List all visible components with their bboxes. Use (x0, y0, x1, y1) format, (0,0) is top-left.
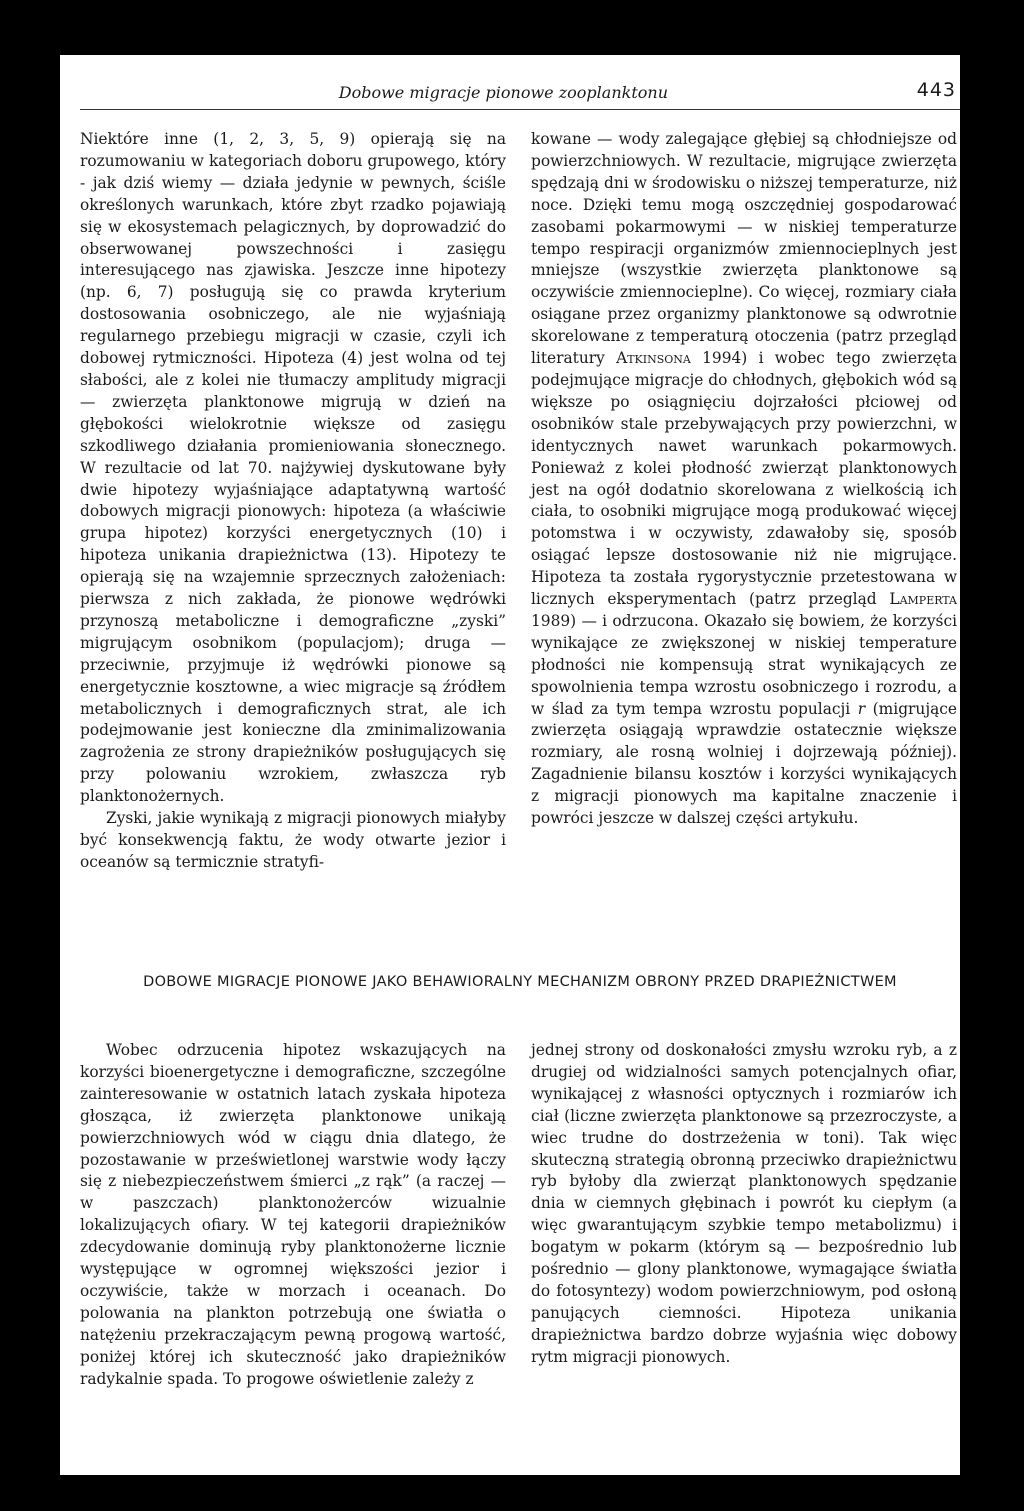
column-3 (80, 1040, 506, 1391)
text-run: 1994) i wobec tego zwierzęta podejmujące migracje do chłodnych, głębokich wód są większe po osiągnięciu dojrzałości płciowej od osobników stale przebywających przy powierzchni, w identycznych nawet warunkach pokarmowych. Ponieważ z kolei płodność zwierząt planktonowych jest na ogół dodatnio skorelowana z wielkością ich ciała, to osobniki migrujące mogą produkować więcej potomstwa i w oczywisty, zdawałoby się, sposób osiągać lepsze dostosowanie niż nie migrujące. Hipoteza ta została rygorystycznie przetestowana w licznych eksperymentach (patrz przegląd (531, 349, 957, 609)
column-2 (531, 129, 957, 830)
author-citation: Lamperta (889, 590, 957, 609)
paragraph: jednej strony od doskonałości zmysłu wzroku ryb, a z drugiej od widzialności samych potencjalnych ofiar, wynikającej z własności optycznych i rozmiarów ich ciał (liczne zwierzęta planktonowe są przezroczyste, a wiec trudne do dostrzeżenia w toni). Tak więc skuteczną strategią obronną przeciwko drapieżnictwu ryb byłoby dla zwierząt planktonowych spędzanie dnia w ciemnych głębinach i powrót ku ciepłym (a więc gwarantującym szybkie tempo metabolizmu) i bogatym w pokarm (którym są — bezpośrednio lub pośrednio — glony planktonowe, wymagające światła do fotosyntezy) wodom powierzchniowym, pod osłoną panujących ciemności. Hipoteza unikania drapieżnictwa bardzo dobrze wyjaśnia więc dobowy rytm migracji pionowych. (531, 1041, 957, 1366)
text-run: 1989) — i odrzucona. Okazało się bowiem, że korzyści wynikające ze zwiększonej w niskiej temperature płodności nie kompensują strat wynikających ze spowolnienia tempa wzrostu osobniczego i rozrodu, a w ślad za tym tempa wzrostu populacji (531, 611, 957, 718)
column-4 (531, 1040, 957, 1369)
text-run: (migrujące zwierzęta osiągają wprawdzie ostatecznie większe rozmiary, ale rosną wolniej i dojrzewają później). Zagadnienie bilansu kosztów i korzyści wynikających z migracji pionowych ma kapitalne znaczenie i powróci jeszcze w dalszej części artykułu. (531, 699, 957, 828)
running-title: Dobowe migracje pionowe zooplanktonu (338, 83, 668, 102)
text-run: kowane — wody zalegające głębiej są chłodniejsze od powierzchniowych. W rezultacie, migrujące zwierzęta spędzają dni w środowisku o niższej temperaturze, niż noce. Dzięki temu mogą oszczędniej gospodarować zasobami pokarmowymi — w niskiej temperaturze tempo respiracji organizmów zmiennocieplnych jest mniejsze (wszystkie zwierzęta planktonowe są oczywiście zmiennocieplne). Co więcej, rozmiary ciała osiągane przez organizmy planktonowe są odwrotnie skorelowane z temperaturą otoczenia (patrz przegląd literatury (531, 130, 957, 368)
section-heading: DOBOWE MIGRACJE PIONOWE JAKO BEHAWIORALNY MECHANIZM OBRONY PRZED DRAPIEŻNICTWEM (143, 974, 897, 990)
running-header (80, 81, 960, 110)
paragraph (531, 129, 957, 830)
variable-r: r (857, 699, 866, 718)
column-1 (80, 129, 506, 874)
journal-page (60, 55, 960, 1475)
author-citation: Atkinsona (616, 349, 691, 368)
page-number: 443 (916, 79, 956, 101)
paragraph: Zyski, jakie wynikają z migracji pionowych miałyby być konsekwencją faktu, że wody otwarte jezior i oceanów są termicznie stratyfi- (80, 809, 506, 871)
paragraph: Wobec odrzucenia hipotez wskazujących na korzyści bioenergetyczne i demograficzne, szczególne zainteresowanie w ostatnich latach zyskała hipoteza głosząca, iż zwierzęta planktonowe unikają powierzchniowych wód w ciągu dnia dlatego, że pozostawanie w prześwietlonej warstwie wody łączy się z niebezpieczeństwem śmierci „z rąk” (a raczej — w paszczach) planktonożerców wizualnie lokalizujących ofiary. W tej kategorii drapieżników zdecydowanie dominują ryby planktonożerne licznie występujące w ogromnej większości jezior i oczywiście, także w morzach i oceanach. Do polowania na plankton potrzebują one światła o natężeniu przekraczającym pewną progową wartość, poniżej której ich skuteczność jako drapieżników radykalnie spada. To progowe oświetlenie zależy z (80, 1041, 506, 1388)
paragraph: Niektóre inne (1, 2, 3, 5, 9) opierają się na rozumowaniu w kategoriach doboru grupowego, który - jak dziś wiemy — działa jedynie w pewnych, ściśle określonych warunkach, które zbyt rzadko pojawiają się w ekosystemach pelagicznych, by doprowadzić do obserwowanej powszechności i zasięgu interesującego nas zjawiska. Jeszcze inne hipotezy (np. 6, 7) posługują się co prawda kryterium dostosowania osobniczego, ale nie wyjaśniają regularnego przebiegu migracji w czasie, czyli ich dobowej rytmiczności. Hipoteza (4) jest wolna od tej słabości, ale z kolei nie tłumaczy amplitudy migracji — zwierzęta planktonowe migrują w dzień na głębokości wielokrotnie większe od zasięgu szkodliwego działania promieniowania słonecznego. W rezultacie od lat 70. najżywiej dyskutowane były dwie hipotezy wyjaśniające adaptatywną wartość dobowych migracji pionowych: hipoteza (a właściwie grupa hipotez) korzyści energetycznych (10) i hipoteza unikania drapieżnictwa (13). Hipotezy te opierają się na wzajemnie sprzecznych założeniach: pierwsza z nich zakłada, że pionowe wędrówki przynoszą metaboliczne i demograficzne „zyski” migrującym osobnikom (populacjom); druga — przeciwnie, przyjmuje iż wędrówki pionowe są energetycznie kosztowne, a wiec migracje są źródłem metabolicznych i demograficznych strat, ale ich podejmowanie jest konieczne dla zminimalizowania zagrożenia ze strony drapieżników posługujących się przy polowaniu wzrokiem, zwłaszcza ryb planktonożernych. (80, 130, 506, 806)
